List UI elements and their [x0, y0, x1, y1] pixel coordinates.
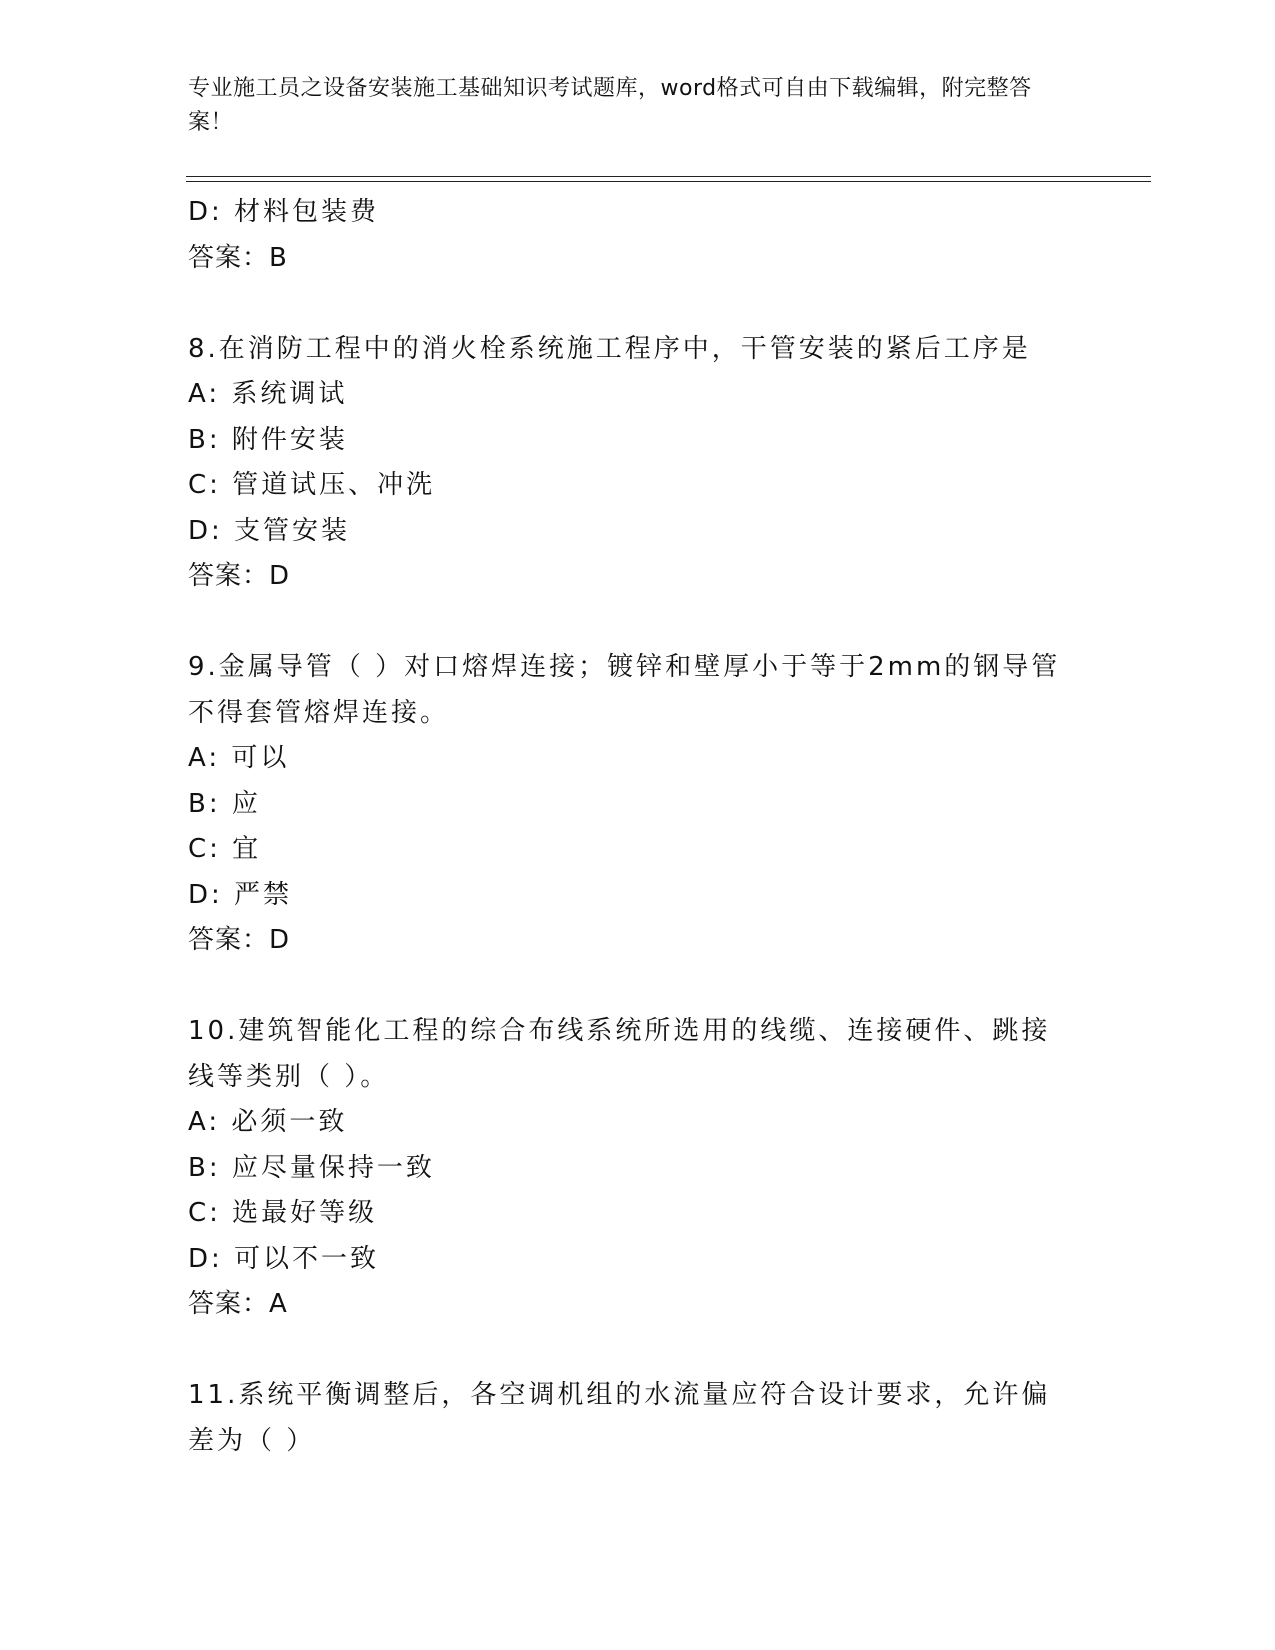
option-b: B: 应尽量保持一致: [188, 1152, 435, 1183]
answer-line: 答案：B: [188, 242, 288, 273]
option-b: B: 应: [188, 788, 261, 819]
answer-line: 答案：A: [188, 1289, 288, 1319]
question-block: [188, 1373, 1068, 1464]
answer-line: 答案：D: [188, 561, 291, 591]
option-c: C: 宜: [188, 834, 262, 864]
option-a: A: 系统调试: [188, 379, 348, 409]
question-list: [188, 190, 1068, 1464]
option-d: D: 支管安装: [188, 515, 351, 546]
answer-line: 答案：D: [188, 925, 291, 955]
option-d: D: 严禁: [188, 879, 293, 910]
option-d: D: 可以不一致: [188, 1243, 380, 1274]
option-b: B: 附件安装: [188, 424, 348, 455]
option-a: A: 必须一致: [188, 1107, 348, 1137]
option-c: C: 管道试压、冲洗: [188, 470, 436, 500]
header-divider-top: [186, 176, 1151, 177]
question-text: 9.金属导管（ ）对口熔焊连接；镀锌和壁厚小于等于2mm的钢导管不得套管熔焊连接。: [188, 652, 1061, 728]
question-block: [188, 1009, 1068, 1328]
header-divider-bottom: [186, 181, 1151, 182]
option-d: D: 材料包装费: [188, 197, 380, 227]
document-header: 专业施工员之设备安装施工基础知识考试题库，word格式可自由下载编辑，附完整答案！: [188, 76, 1032, 135]
question-text: 8.在消防工程中的消火栓系统施工程序中，干管安装的紧后工序是: [188, 333, 1031, 364]
question-text: 11.系统平衡调整后，各空调机组的水流量应符合设计要求，允许偏差为（ ）: [188, 1380, 1051, 1456]
question-block: [188, 645, 1068, 964]
option-c: C: 选最好等级: [188, 1198, 378, 1228]
option-a: A: 可以: [188, 743, 290, 773]
question-text: 10.建筑智能化工程的综合布线系统所选用的线缆、连接硬件、跳接线等类别（ ）。: [188, 1016, 1051, 1092]
question-block: [188, 327, 1068, 600]
